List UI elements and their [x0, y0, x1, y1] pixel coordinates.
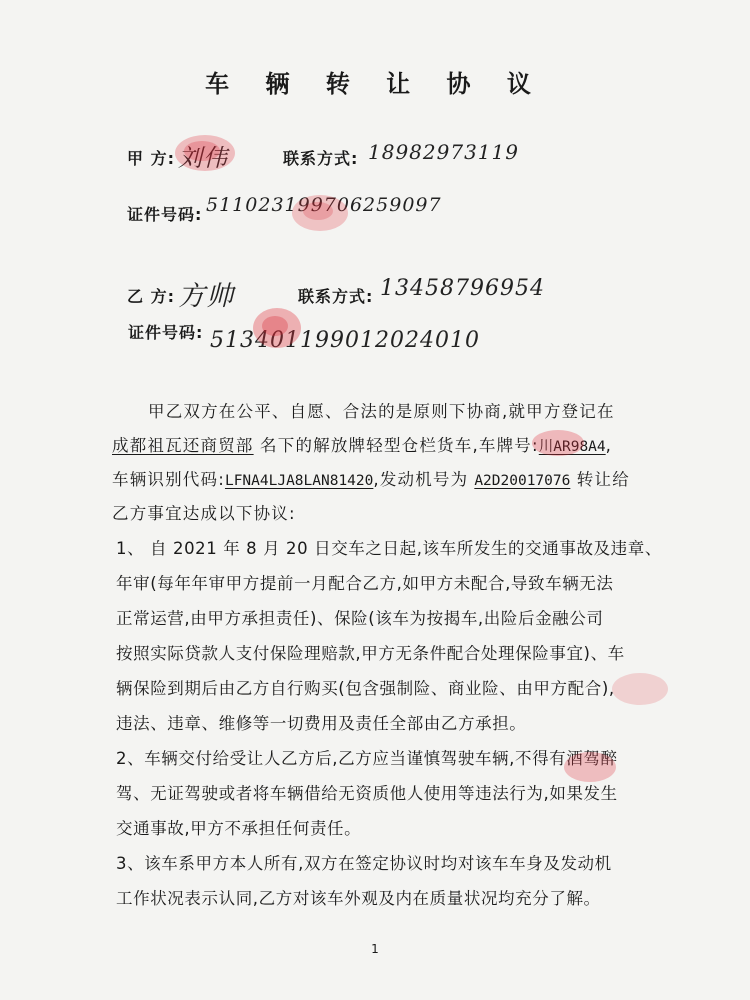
- party-b-id-label: 证件号码:: [128, 323, 204, 342]
- intro-line-4: 乙方事宜达成以下协议:: [112, 504, 296, 523]
- clause-line: 辆保险到期后由乙方自行购买(包含强制险、商业险、由甲方配合),: [116, 679, 615, 698]
- company-name: 成都祖瓦还商贸部: [112, 436, 254, 455]
- clause-line: 工作状况表示认同,乙方对该车外观及内在质量状况均充分了解。: [116, 889, 601, 908]
- clause-line: 年审(每年年审甲方提前一月配合乙方,如甲方未配合,导致车辆无法: [116, 574, 614, 593]
- clause-line: 正常运营,由甲方承担责任)、保险(该车为按揭车,出险后金融公司: [116, 609, 604, 628]
- party-a-label: 甲 方:: [127, 149, 175, 168]
- engine-label: ,发动机号为: [373, 470, 469, 489]
- page-number: 1: [371, 942, 379, 956]
- intro-line-2-mid: 名下的解放牌轻型仓栏货车,车牌号:: [253, 436, 539, 455]
- intro-line-1: 甲乙双方在公平、自愿、合法的是原则下协商,就甲方登记在: [148, 402, 615, 421]
- clause-line: 违法、违章、维修等一切费用及责任全部由乙方承担。: [116, 714, 527, 733]
- transfer-label: 转让给: [570, 470, 630, 489]
- party-b-id: 513401199012024010: [210, 328, 480, 353]
- party-b-contact-label: 联系方式:: [298, 287, 374, 306]
- clause-line: 驾、无证驾驶或者将车辆借给无资质他人使用等违法行为,如果发生: [116, 784, 618, 803]
- vin-number: LFNA4LJA8LAN81420: [224, 473, 374, 489]
- clause-line: 按照实际贷款人支付保险理赔款,甲方无条件配合处理保险事宜)、车: [116, 644, 625, 663]
- party-a-id-label: 证件号码:: [127, 205, 203, 224]
- intro-line-3: [112, 466, 630, 490]
- party-b-name: 方帅: [178, 281, 234, 312]
- party-b-label: 乙 方:: [127, 287, 175, 306]
- clause-line: 1、 自 2021 年 8 月 20 日交车之日起,该车所发生的交通事故及违章、: [116, 539, 662, 558]
- party-a-id: 511023199706259097: [206, 194, 442, 216]
- party-b-contact: 13458796954: [380, 276, 545, 301]
- vin-label: 车辆识别代码:: [112, 470, 225, 489]
- party-a-name: 刘伟: [178, 144, 228, 172]
- engine-number: A2D20017076: [474, 473, 571, 489]
- intro-line-2: [112, 432, 612, 456]
- clause-line: 3、该车系甲方本人所有,双方在签定协议时均对该车车身及发动机: [116, 854, 612, 873]
- clause-line: 2、车辆交付给受让人乙方后,乙方应当谨慎驾驶车辆,不得有酒驾醉: [116, 749, 618, 768]
- party-a-contact: 18982973119: [368, 140, 519, 164]
- document-title: 车 辆 转 让 协 议: [205, 70, 545, 98]
- plate-number: 川AR98A4: [538, 439, 606, 455]
- clause-line: 交通事故,甲方不承担任何责任。: [116, 819, 362, 838]
- intro-line-2-end: ,: [605, 436, 613, 455]
- party-a-contact-label: 联系方式:: [283, 149, 359, 168]
